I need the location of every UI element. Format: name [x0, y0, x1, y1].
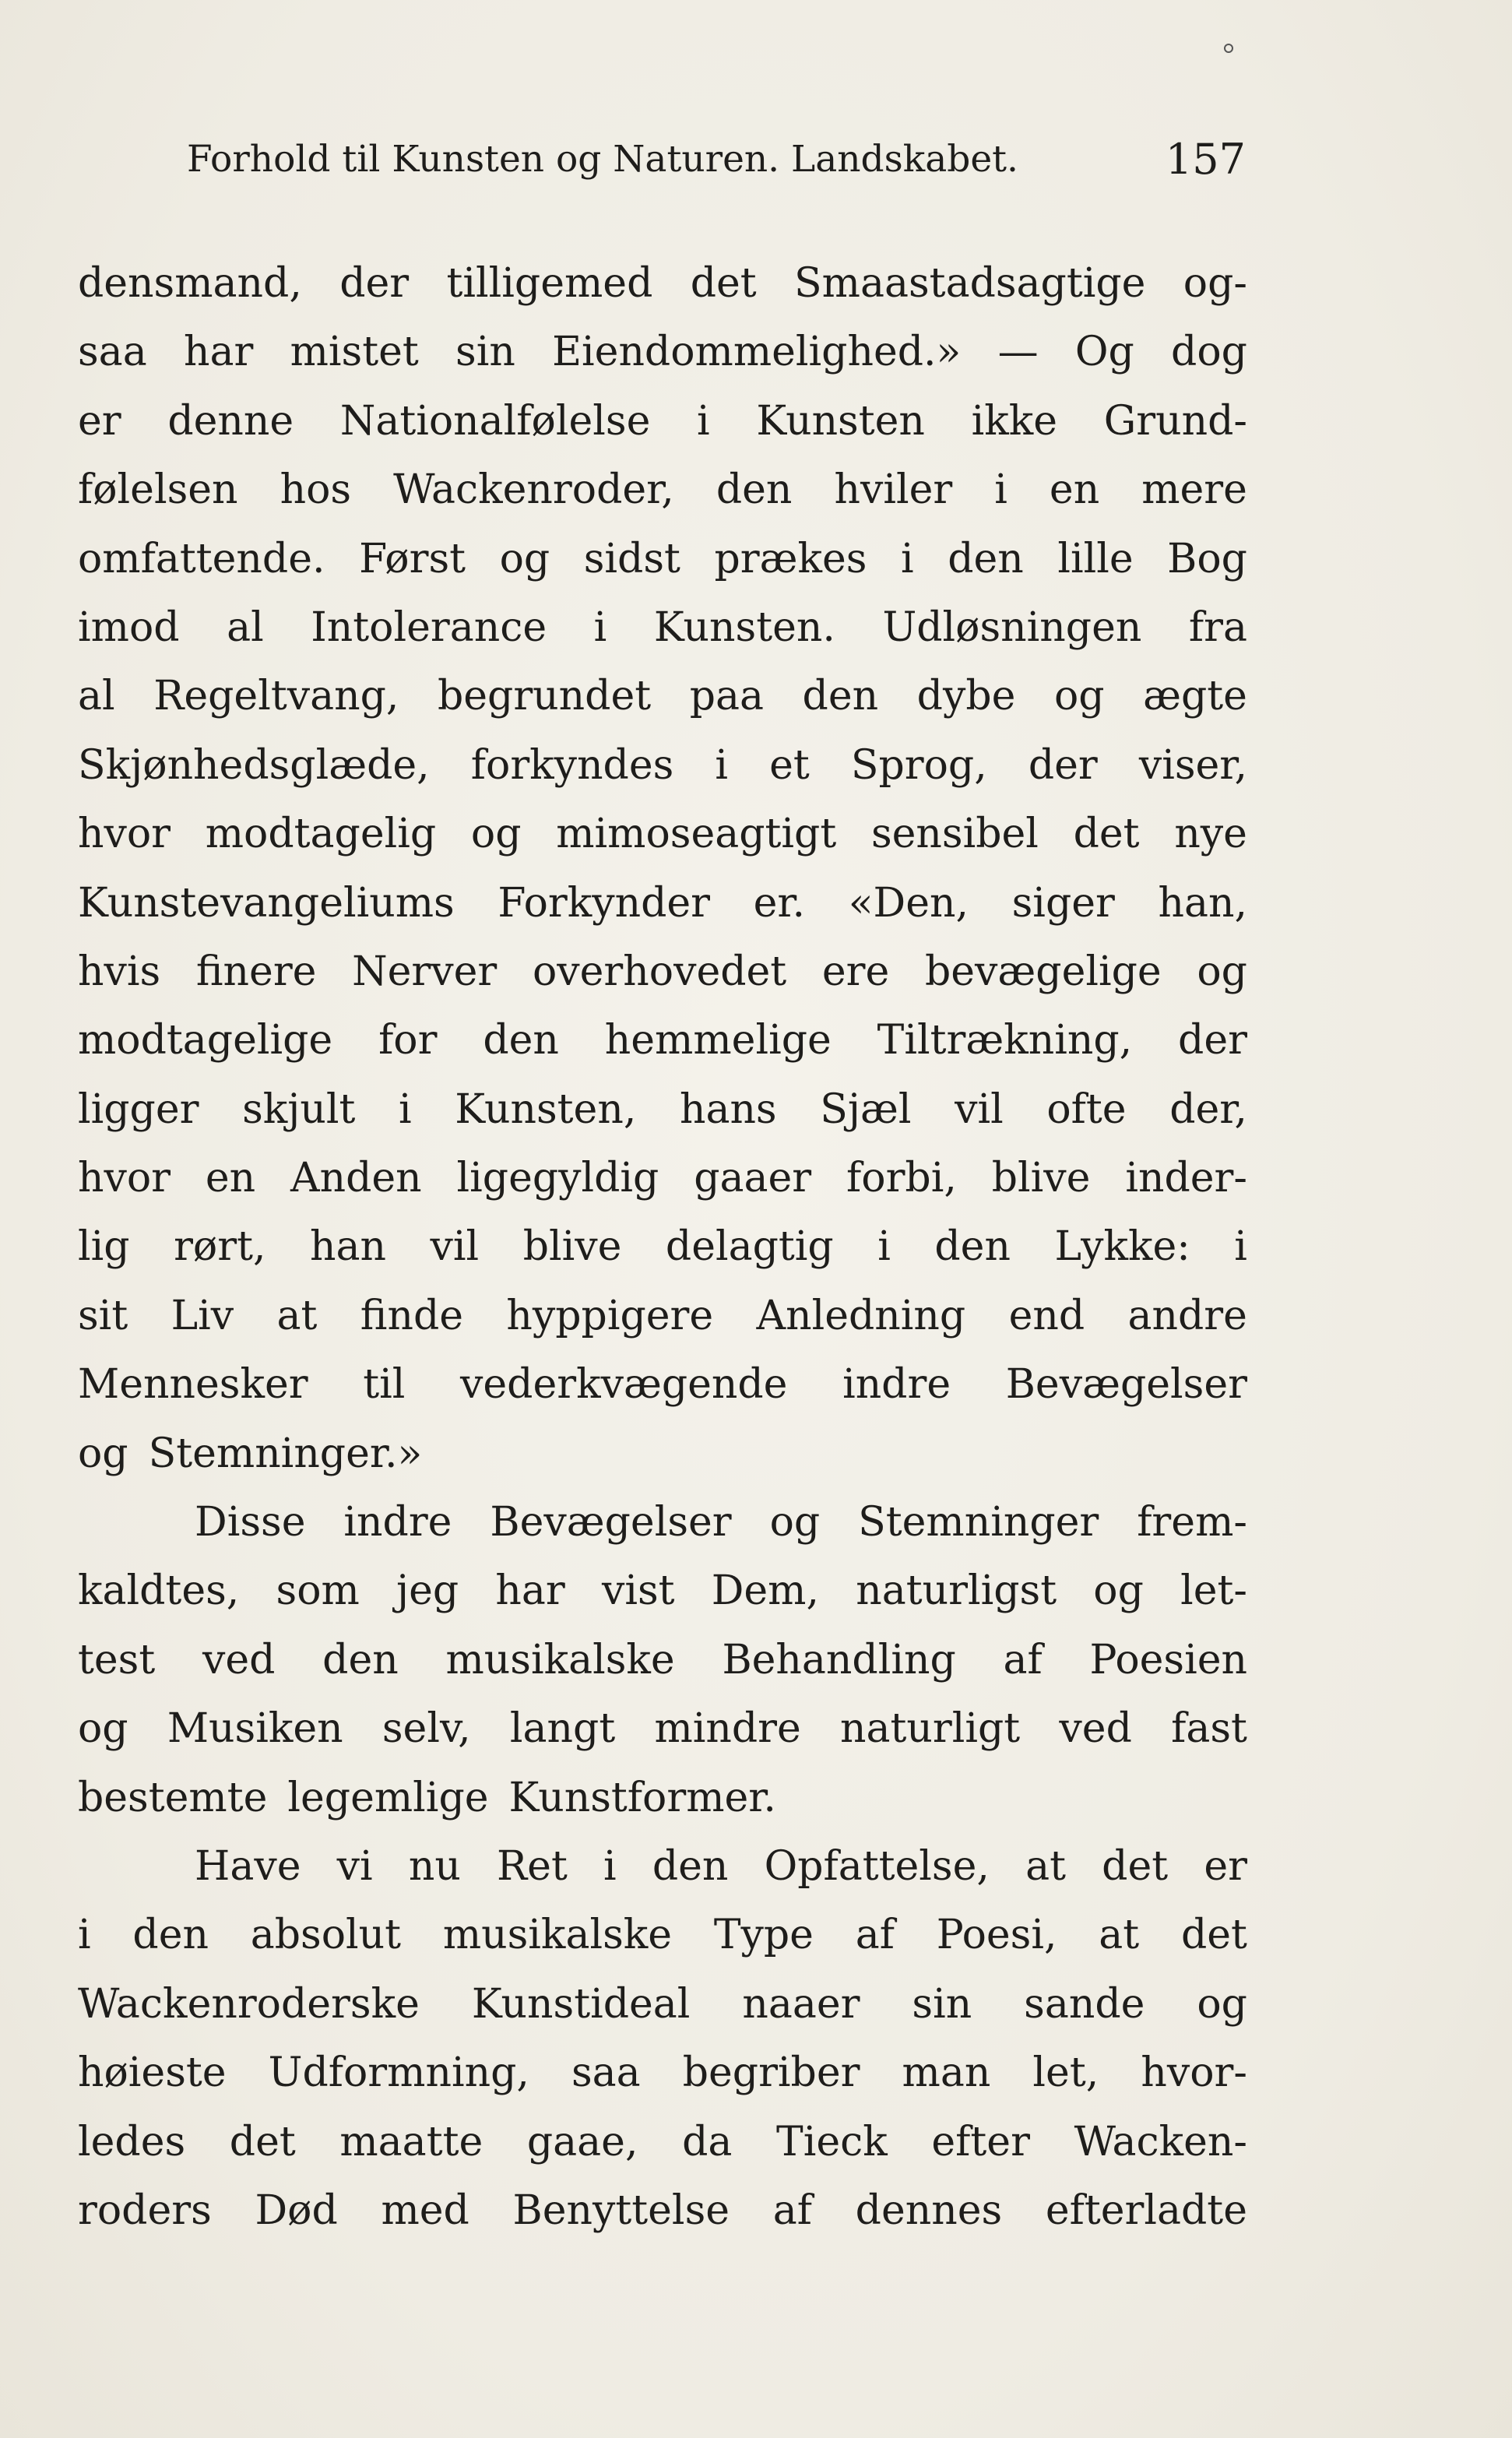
text-line: følelsen hos Wackenroder, den hviler i en mere: [78, 466, 1247, 514]
text-line: Disse indre Bevægelser og Stemninger frem-: [195, 1499, 1247, 1546]
text-line: kaldtes, som jeg har vist Dem, naturligst og let-: [78, 1567, 1247, 1615]
text-line: Skjønhedsglæde, forkyndes i et Sprog, der viser,: [78, 741, 1247, 789]
text-line: omfattende. Først og sidst prækes i den lille Bog: [78, 535, 1247, 582]
text-line: test ved den musikalske Behandling af Poesien: [78, 1636, 1247, 1683]
text-line: og Musiken selv, langt mindre naturligt ved fast: [78, 1705, 1247, 1753]
text-line: Have vi nu Ret i den Opfattelse, at det er: [195, 1842, 1247, 1890]
running-head-title: Forhold til Kunsten og Naturen. Landskabet.: [187, 138, 1018, 181]
text-line: modtagelige for den hemmelige Tiltrækning, der: [78, 1017, 1247, 1064]
text-line: i den absolut musikalske Type af Poesi, at det: [78, 1912, 1247, 1959]
text-line: høieste Udformning, saa begriber man let, hvor-: [78, 2049, 1247, 2097]
text-line: hvis finere Nerver overhovedet ere bevægelige og: [78, 948, 1247, 995]
text-line: densmand, der tilligemed det Smaastadsagtige og-: [78, 260, 1247, 307]
body-text: [78, 249, 1247, 2245]
running-head: [187, 132, 1246, 187]
text-line: Wackenroderske Kunstideal naaer sin sande og: [78, 1980, 1247, 2028]
text-line: roders Død med Benyttelse af dennes efterladte: [78, 2186, 1247, 2234]
text-line: saa har mistet sin Eiendommelighed.» — Og dog: [78, 329, 1247, 376]
text-line: Kunstevangeliums Forkynder er. «Den, siger han,: [78, 879, 1247, 927]
text-line: hvor modtagelig og mimoseagtigt sensibel det nye: [78, 811, 1247, 858]
corner-mark: [1224, 44, 1233, 53]
text-line: lig rørt, han vil blive delagtig i den Lykke: i: [78, 1223, 1247, 1271]
text-line: sit Liv at finde hyppigere Anledning end andre: [78, 1292, 1247, 1339]
text-line: hvor en Anden ligegyldig gaaer forbi, blive inder-: [78, 1155, 1247, 1202]
text-line: og Stemninger.»: [78, 1430, 423, 1477]
text-line: al Regeltvang, begrundet paa den dybe og ægte: [78, 673, 1247, 720]
text-line: ledes det maatte gaae, da Tieck efter Wacken-: [78, 2118, 1247, 2165]
text-line: ligger skjult i Kunsten, hans Sjæl vil ofte der,: [78, 1085, 1247, 1133]
text-line: imod al Intolerance i Kunsten. Udløsningen fra: [78, 603, 1247, 651]
text-line: Mennesker til vederkvægende indre Bevægelser: [78, 1361, 1247, 1409]
page-number: 157: [1165, 135, 1246, 184]
text-line: bestemte legemlige Kunstformer.: [78, 1774, 776, 1821]
text-line: er denne Nationalfølelse i Kunsten ikke Grund-: [78, 397, 1247, 445]
